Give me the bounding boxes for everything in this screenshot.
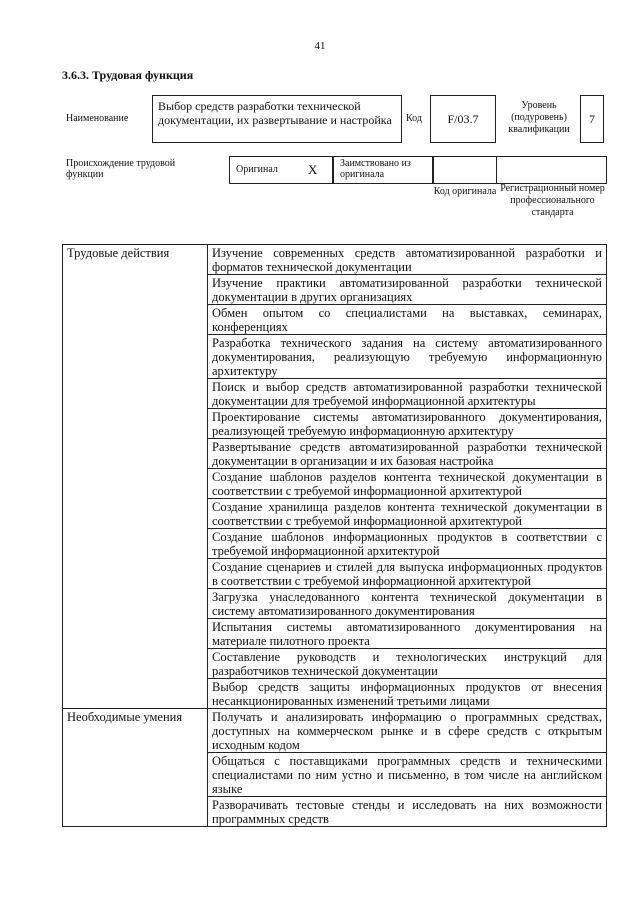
registration-number-caption: Регистрационный номер профессионального стандарта bbox=[500, 183, 605, 218]
labor-actions-item: Создание хранилища разделов контента технической документации в соответствии с требуемой информационной архитектурой bbox=[208, 499, 607, 529]
section-title: 3.6.3. Трудовая функция bbox=[62, 68, 194, 82]
table-row bbox=[63, 709, 607, 753]
function-code-box: F/03.7 bbox=[430, 95, 496, 143]
labor-actions-item: Выбор средств защиты информационных продуктов от внесения несанкционированных изменений третьими лицами bbox=[208, 679, 607, 709]
registration-number-cell bbox=[497, 156, 607, 184]
qualification-level-box: 7 bbox=[580, 95, 604, 143]
labor-actions-item: Поиск и выбор средств автоматизированной разработки технической документации для требуемой информационной архитектуры bbox=[208, 379, 607, 409]
origin-original-mark: X bbox=[308, 162, 318, 177]
labor-actions-item: Создание сценариев и стилей для выпуска информационных продуктов в соответствии с требуемой информационной архитектурой bbox=[208, 559, 607, 589]
labor-actions-item: Загрузка унаследованного контента технической документации в систему автоматизированного документирования bbox=[208, 589, 607, 619]
page-number: 41 bbox=[314, 40, 326, 52]
qualification-level-label: Уровень (подуровень) квалификации bbox=[508, 100, 570, 135]
origin-borrowed-cell: Заимствовано из оригинала bbox=[333, 156, 433, 184]
labor-actions-item: Разработка технического задания на систему автоматизированного документирования, реализующую требуемую информационную архитектуру bbox=[208, 335, 607, 379]
required-skills-item: Общаться с поставщиками программных средств и техническими специалистами по ним устно и письменно, в том числе на английском языке bbox=[208, 753, 607, 797]
origin-original-label: Оригинал bbox=[236, 164, 278, 175]
function-details-table bbox=[62, 244, 607, 827]
labor-actions-item: Создание шаблонов информационных продуктов в соответствии с требуемой информационной архитектурой bbox=[208, 529, 607, 559]
labor-actions-item: Изучение практики автоматизированной разработки технической документации в других организациях bbox=[208, 275, 607, 305]
labor-actions-label: Трудовые действия bbox=[63, 245, 208, 709]
function-name-box: Выбор средств разработки технической документации, их развертывание и настройка bbox=[152, 95, 402, 143]
labor-actions-item: Развертывание средств автоматизированной разработки технической документации в организации и их базовая настройка bbox=[208, 439, 607, 469]
labor-actions-item: Изучение современных средств автоматизированной разработки и форматов технической документации bbox=[208, 245, 607, 275]
required-skills-item: Разворачивать тестовые стенды и исследовать на них возможности программных средств bbox=[208, 797, 607, 827]
name-label: Наименование bbox=[66, 113, 129, 124]
required-skills-item: Получать и анализировать информацию о программных средствах, доступных на коммерческом рынке и в сфере средств с открытым исходным кодом bbox=[208, 709, 607, 753]
labor-actions-item: Проектирование системы автоматизированного документирования, реализующей требуемую информационную архитектуру bbox=[208, 409, 607, 439]
labor-actions-item: Испытания системы автоматизированного документирования на материале пилотного проекта bbox=[208, 619, 607, 649]
labor-actions-item: Обмен опытом со специалистами на выставках, семинарах, конференциях bbox=[208, 305, 607, 335]
labor-actions-item: Составление руководств и технологических инструкций для разработчиков технической документации bbox=[208, 649, 607, 679]
original-code-caption: Код оригинала bbox=[433, 186, 497, 197]
code-label: Код bbox=[406, 113, 422, 124]
original-code-cell bbox=[433, 156, 497, 184]
table-row bbox=[63, 245, 607, 275]
required-skills-label: Необходимые умения bbox=[63, 709, 208, 827]
origin-label: Происхождение трудовой функции bbox=[66, 158, 176, 180]
labor-actions-item: Создание шаблонов разделов контента технической документации в соответствии с требуемой информационной архитектурой bbox=[208, 469, 607, 499]
